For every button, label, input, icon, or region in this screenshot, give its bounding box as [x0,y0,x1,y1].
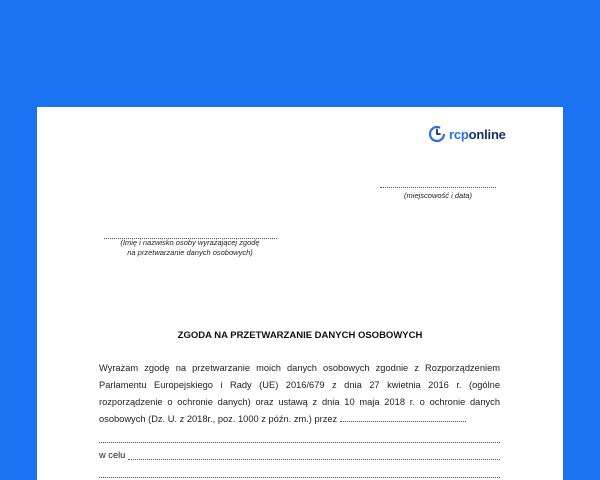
name-label-line-2: na przetwarzanie danych osobowych) [127,248,253,257]
name-label [97,238,283,258]
processor-field [340,413,466,422]
document-title: ZGODA NA PRZETWARZANIE DANYCH OSOBOWYCH [177,330,423,341]
processor-field-continuation [99,442,500,443]
rcponline-logo [428,125,506,143]
place-date-field [380,187,496,188]
document-page [37,107,563,480]
purpose-field [128,451,500,460]
place-date-label: (miejscowość i data) [404,191,472,200]
purpose-label: w celu [99,450,126,460]
purpose-field-continuation [99,477,500,478]
name-label-line-1: (Imię i nazwisko osoby wyrażającej zgodę [120,238,260,247]
consent-text: Wyrażam zgodę na przetwarzanie moich danych osobowych zgodnie z Rozporządzeniem Parlamentu Europejskiego i Rady (UE) 2016/679 z dnia 27 kwietnia 2016 r. (ogólne rozporządzenie o ochronie danych) oraz ustawą z dnia 10 maja 2018 r. o ochronie danych osobowych (Dz. U. z 2018r., poz. 1000 z późn. zm.) przez [99,363,500,424]
purpose-row [99,450,500,460]
clock-icon [428,125,446,143]
logo-text: rcponline [449,126,506,142]
consent-paragraph [99,360,500,428]
